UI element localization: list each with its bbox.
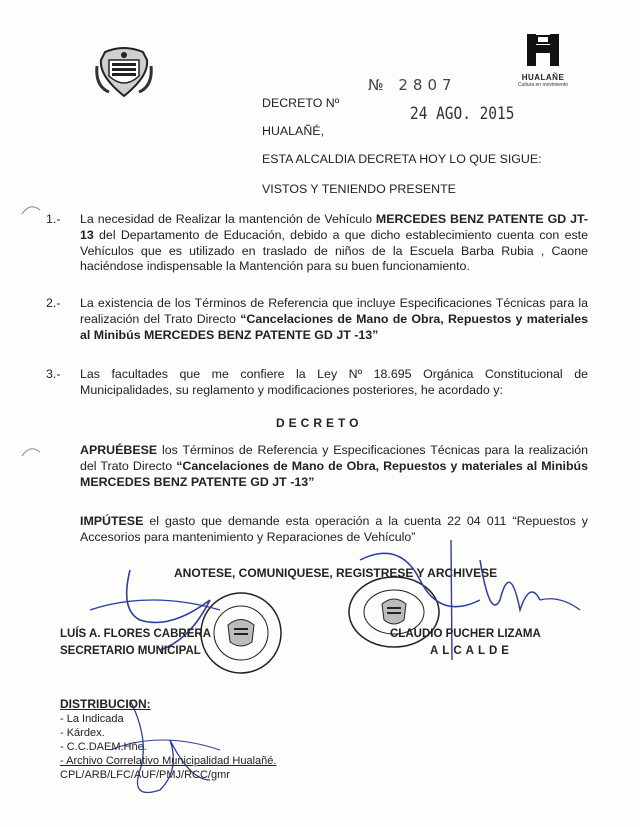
municipal-crest-logo [95, 46, 153, 100]
item-number: 2.- [46, 296, 61, 310]
list-item: - C.C.DAEM.Hñe. [60, 741, 147, 753]
item-2-text: La existencia de los Términos de Referencia que incluye Especificaciones Técnicas para la realización del Trato Directo “Cancelaciones de Mano de Obra, Repuestos y materiales al Minibús MERCEDES BENZ PATENTE GD JT -13” [80, 296, 588, 342]
alcaldia-line: ESTA ALCALDIA DECRETA HOY LO QUE SIGUE: [262, 152, 542, 166]
distribution-title: DISTRIBUCION: [60, 697, 151, 711]
brand-name: HUALAÑE [521, 73, 565, 82]
list-item: - La Indicada [60, 713, 124, 725]
resolution-text: APRUÉBESE los Términos de Referencia y Especificaciones Técnicas para la realización del Trato Directo “Cancelaciones de Mano de Obra, Repuestos y materiales al Minibús MERCEDES BENZ PATENTE GD JT -13” [80, 443, 588, 489]
distribution-list [60, 712, 276, 782]
hualane-brand-logo [513, 32, 573, 94]
secretary-name: LUÍS A. FLORES CABRERA [60, 628, 211, 640]
item-1-text: La necesidad de Realizar la mantención de Vehículo MERCEDES BENZ PATENTE GD JT-13 del Departamento de Educación, debido a que dicho establecimiento cuenta con este Vehículos que es utilizado en traslado de niños de la Escuela Barba Rubia , Caone haciéndose indispensable la Mantención para su buen funcionamiento. [80, 212, 588, 274]
item-3-text: Las facultades que me confiere la Ley Nº 18.695 Orgánica Constitucional de Municipalidades, su reglamento y modificaciones posteriores, he acordado y: [80, 367, 588, 397]
handwritten-signature [60, 540, 620, 660]
list-item: - Archivo Correlativo Municipalidad Hualañé. [60, 755, 277, 767]
alcalde-title: ALCALDE [430, 645, 513, 657]
list-item: CPL/ARB/LFC/AUF/PMJ/RCC/gmr [60, 769, 230, 781]
place-label: HUALAÑÉ, [262, 124, 324, 138]
imputese-text: IMPÚTESE el gasto que demande esta operación a la cuenta 22 04 011 “Repuestos y Accesorios para mantenimiento y Reparaciones de Vehículo” [80, 514, 588, 544]
decree-date-stamp: 24 AGO. 2015 [410, 104, 515, 124]
decreto-no-label: DECRETO Nº [262, 96, 340, 110]
margin-mark [20, 444, 42, 458]
decreto-heading: DECRETO [276, 416, 363, 430]
alcalde-name: CLAUDIO PUCHER LIZAMA [390, 628, 541, 640]
list-item: - Kárdex. [60, 727, 105, 739]
margin-mark [20, 202, 42, 216]
secretary-title: SECRETARIO MUNICIPAL [60, 645, 201, 657]
decree-number-stamp: № 2807 [368, 76, 457, 94]
item-number: 1.- [46, 212, 61, 226]
vistos-line: VISTOS Y TENIENDO PRESENTE [262, 182, 456, 196]
item-number: 3.- [46, 367, 61, 381]
anotese-line: ANOTESE, COMUNIQUESE, REGISTRESE Y ARCHIVESE [174, 566, 498, 580]
brand-tagline: Cultura en movimiento [517, 82, 569, 88]
